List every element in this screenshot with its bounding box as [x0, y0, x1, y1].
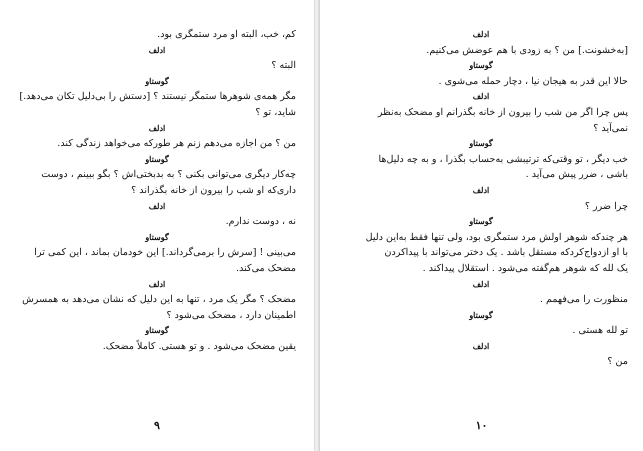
dialogue-line: اطمینان دارد ، مضحک می‌شود ؟: [166, 309, 296, 321]
dialogue-line: با او ازدواج‌کردکه مستقل باشد . یک دختر می‌تواند با پیداکردن: [384, 247, 628, 259]
dialogue-line: باشی ، ضرر پیش می‌آید .: [525, 169, 628, 181]
dialogue-line: یک لله که شوهر هم‌گفته می‌شود . استقلال پیداکند .: [422, 262, 628, 274]
speaker-name: گوستاو: [145, 325, 169, 336]
speaker-name: ادلف: [148, 44, 166, 55]
speaker-name: ادلف: [472, 29, 490, 39]
dialogue-line: مضحک می‌کند.: [236, 262, 296, 274]
left-page-number: ۹: [154, 419, 160, 432]
dialogue-line: خب دیگر ، تو وقتی‌که ترتیبشی به‌حساب بگذرا ، و به چه دلیل‌ها: [378, 153, 628, 165]
speaker-name: گوستاو: [469, 60, 493, 71]
dialogue-line: داری‌که او شب را بیرون از خانه بگذراند ؟: [131, 184, 296, 196]
dialogue-line: چه‌کار دیگری می‌توانی بکنی ؟ به بدبختی‌اش ؟ بگو ببینم ، دوست: [41, 169, 296, 181]
left-page: [0, 0, 314, 451]
speaker-name: گوستاو: [469, 216, 493, 227]
speaker-name: ادلف: [472, 91, 490, 102]
dialogue-line: چرا ضرر ؟: [584, 200, 628, 212]
speaker-name: گوستاو: [145, 231, 169, 242]
speaker-name: گوستاو: [469, 309, 493, 320]
speaker-name: ادلف: [472, 340, 490, 351]
dialogue-line: نمی‌آید ؟: [593, 122, 628, 134]
speaker-name: گوستاو: [469, 138, 493, 149]
dialogue-line: تو لله هستی .: [572, 325, 628, 337]
dialogue-line: حالا این قدر به هیجان نیا ، دچار حمله می‌شوی .: [438, 75, 628, 87]
speaker-name: گوستاو: [145, 153, 169, 164]
dialogue-line: البته ؟: [271, 60, 296, 72]
dialogue-line: هر چندکه شوهر اولش مرد ستمگری بود، ولی تنها فقط به‌این دلیل: [365, 231, 628, 243]
dialogue-line: می‌بینی ! [سرش را برمی‌گرداند.] این خودمان بماند ، این کمی ترا: [34, 247, 296, 259]
right-page-text: [334, 27, 628, 370]
right-page-number: ۱۰: [475, 419, 488, 432]
dialogue-line: پس چرا اگر من شب را بیرون از خانه بگذرانم او مضحک به‌نظر: [377, 106, 628, 118]
speaker-name: ادلف: [148, 200, 166, 211]
dialogue-line: کم، خب، البته او مرد ستمگری بود.: [157, 29, 296, 40]
speaker-name: ادلف: [472, 184, 490, 195]
dialogue-line: نه ، دوست ندارم.: [225, 216, 296, 228]
right-page: [320, 0, 643, 451]
dialogue-line: من ؟: [607, 356, 628, 368]
dialogue-line: منظورت را می‌فهمم .: [539, 294, 628, 306]
dialogue-line: من ؟ من اجازه می‌دهم زنم هر طورکه می‌خواهد زندگی کند.: [57, 138, 296, 150]
speaker-name: ادلف: [148, 278, 166, 289]
dialogue-line: یقین مضحک می‌شود . و تو هستی. کاملاً مضحک.: [102, 340, 296, 352]
dialogue-line: مضحک ؟ مگر یک مرد ، تنها به این دلیل که نشان می‌دهد به همسرش: [22, 294, 296, 306]
dialogue-line: [به‌خشونت.] من ؟ به زودی با هم عوضش می‌کنیم.: [426, 44, 628, 56]
dialogue-line: مگر همه‌ی شوهرها ستمگر نیستند ؟ [دستش را بی‌دلیل تکان می‌دهد.]: [19, 91, 296, 103]
left-page-text: [18, 27, 296, 354]
dialogue-line: شاید، تو ؟: [255, 106, 296, 118]
speaker-name: گوستاو: [145, 75, 169, 86]
speaker-name: ادلف: [472, 278, 490, 289]
speaker-name: ادلف: [148, 122, 166, 133]
